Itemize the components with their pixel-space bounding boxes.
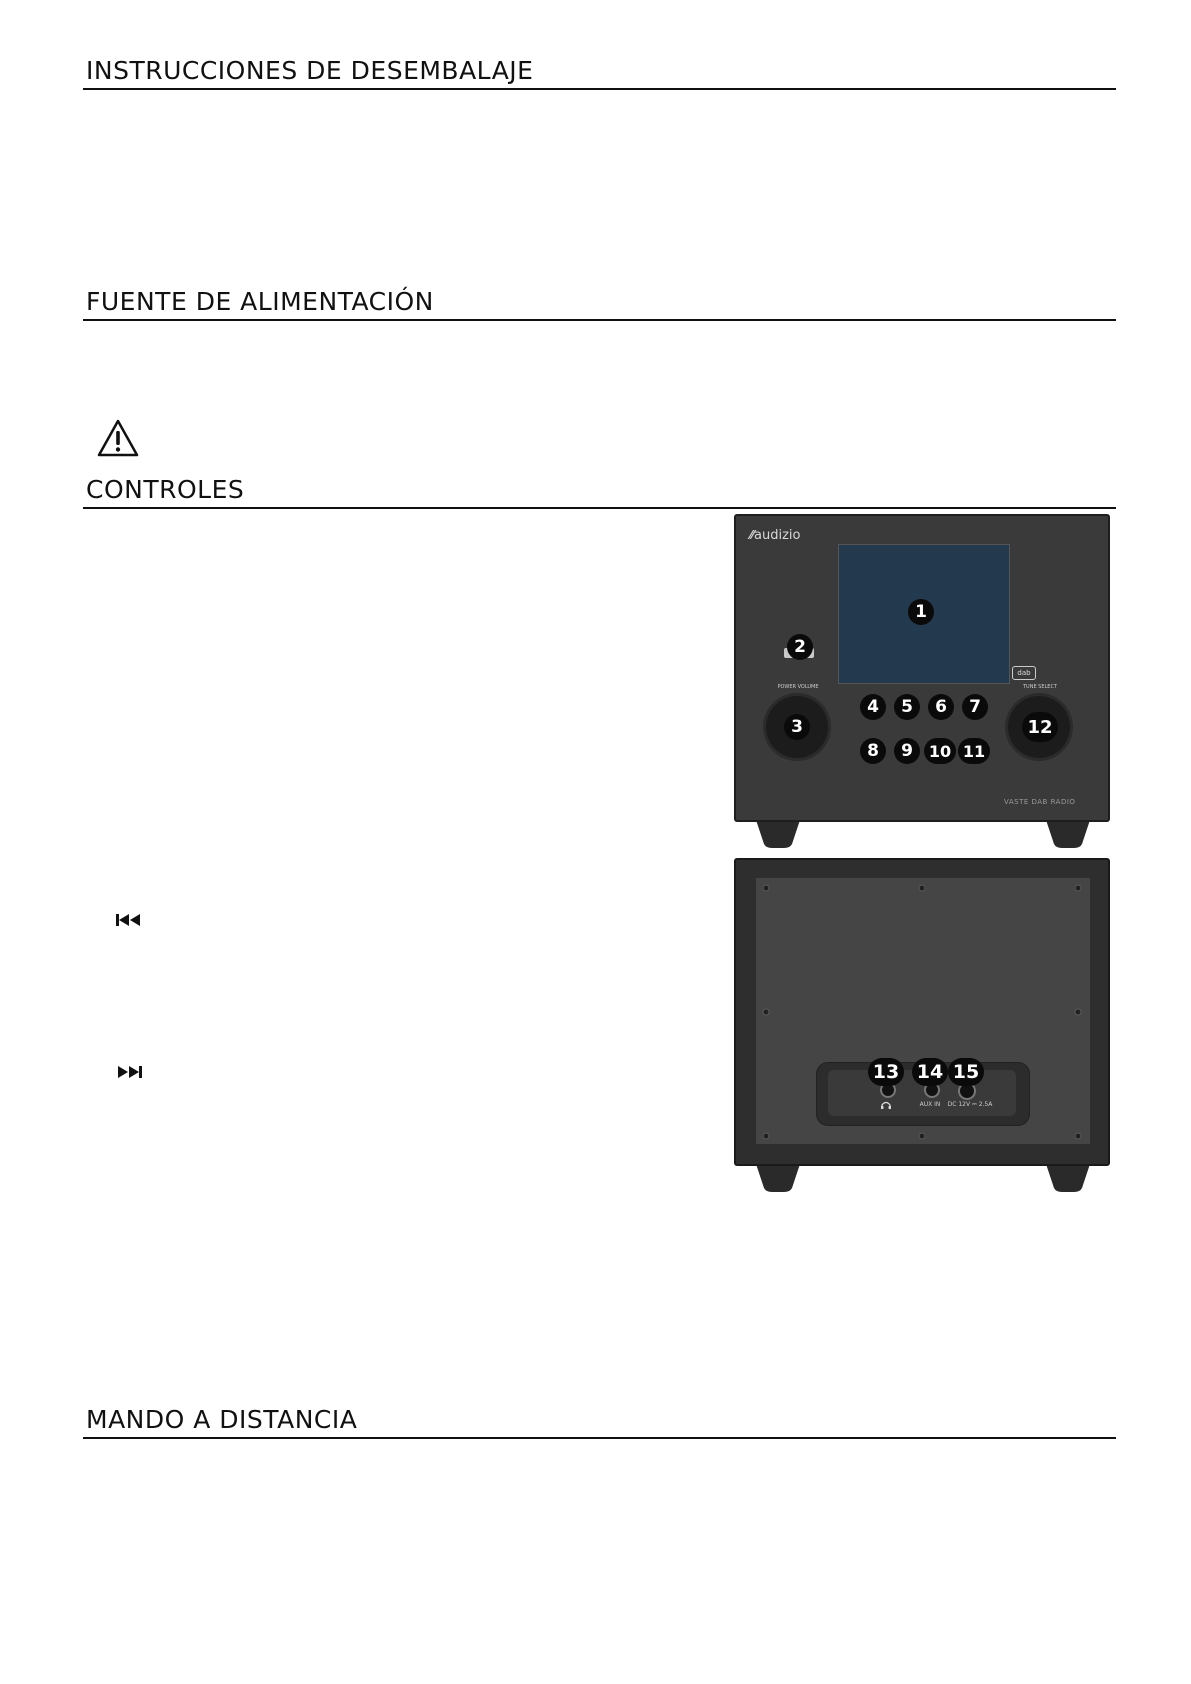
radio-back-view bbox=[734, 858, 1110, 1192]
section-rule bbox=[83, 507, 1116, 509]
brand-name: audizio bbox=[754, 528, 801, 543]
brand-logo bbox=[750, 528, 800, 543]
section-power bbox=[83, 287, 1116, 321]
callout-badge: 8 bbox=[860, 738, 886, 764]
section-controls bbox=[83, 475, 1116, 509]
callout-badge: 1 bbox=[908, 599, 934, 625]
foot bbox=[756, 1164, 800, 1192]
foot bbox=[1046, 820, 1090, 848]
callout-badge: 7 bbox=[962, 694, 988, 720]
brand-mark: ⁄⁄ bbox=[750, 528, 755, 542]
skip-previous-icon bbox=[114, 912, 144, 928]
callout-badge: 10 bbox=[924, 738, 956, 764]
section-title-unpacking: INSTRUCCIONES DE DESEMBALAJE bbox=[86, 56, 534, 85]
section-title-power: FUENTE DE ALIMENTACIÓN bbox=[86, 287, 434, 316]
section-rule bbox=[83, 319, 1116, 321]
foot bbox=[756, 820, 800, 848]
section-unpacking bbox=[83, 56, 1116, 90]
dc-label: DC 12V ⎓ 2.5A bbox=[947, 1101, 993, 1108]
warning-triangle-icon bbox=[96, 418, 140, 458]
section-rule bbox=[83, 88, 1116, 90]
section-remote bbox=[83, 1405, 1116, 1439]
section-title-remote: MANDO A DISTANCIA bbox=[86, 1405, 358, 1434]
callout-badge: 4 bbox=[860, 694, 886, 720]
radio-front-view bbox=[734, 514, 1110, 848]
callout-badge: 15 bbox=[948, 1058, 984, 1086]
model-label: VASTE DAB RADIO bbox=[1004, 798, 1076, 806]
callout-badge: 14 bbox=[912, 1058, 948, 1086]
tune-select-label: TUNE SELECT bbox=[1022, 684, 1058, 690]
section-rule bbox=[83, 1437, 1116, 1439]
power-volume-label: POWER VOLUME bbox=[777, 684, 819, 690]
callout-badge: 5 bbox=[894, 694, 920, 720]
callout-badge: 13 bbox=[868, 1058, 904, 1086]
headphones-icon bbox=[880, 1100, 892, 1110]
aux-label: AUX IN bbox=[919, 1101, 941, 1108]
callout-badge: 3 bbox=[784, 714, 810, 740]
callout-badge: 6 bbox=[928, 694, 954, 720]
callout-badge: 9 bbox=[894, 738, 920, 764]
section-title-controls: CONTROLES bbox=[86, 475, 245, 504]
skip-next-icon bbox=[114, 1064, 144, 1080]
dab-logo: dab bbox=[1012, 666, 1036, 680]
foot bbox=[1046, 1164, 1090, 1192]
callout-badge: 2 bbox=[787, 634, 813, 660]
callout-badge: 11 bbox=[958, 738, 990, 764]
callout-badge: 12 bbox=[1022, 712, 1058, 742]
